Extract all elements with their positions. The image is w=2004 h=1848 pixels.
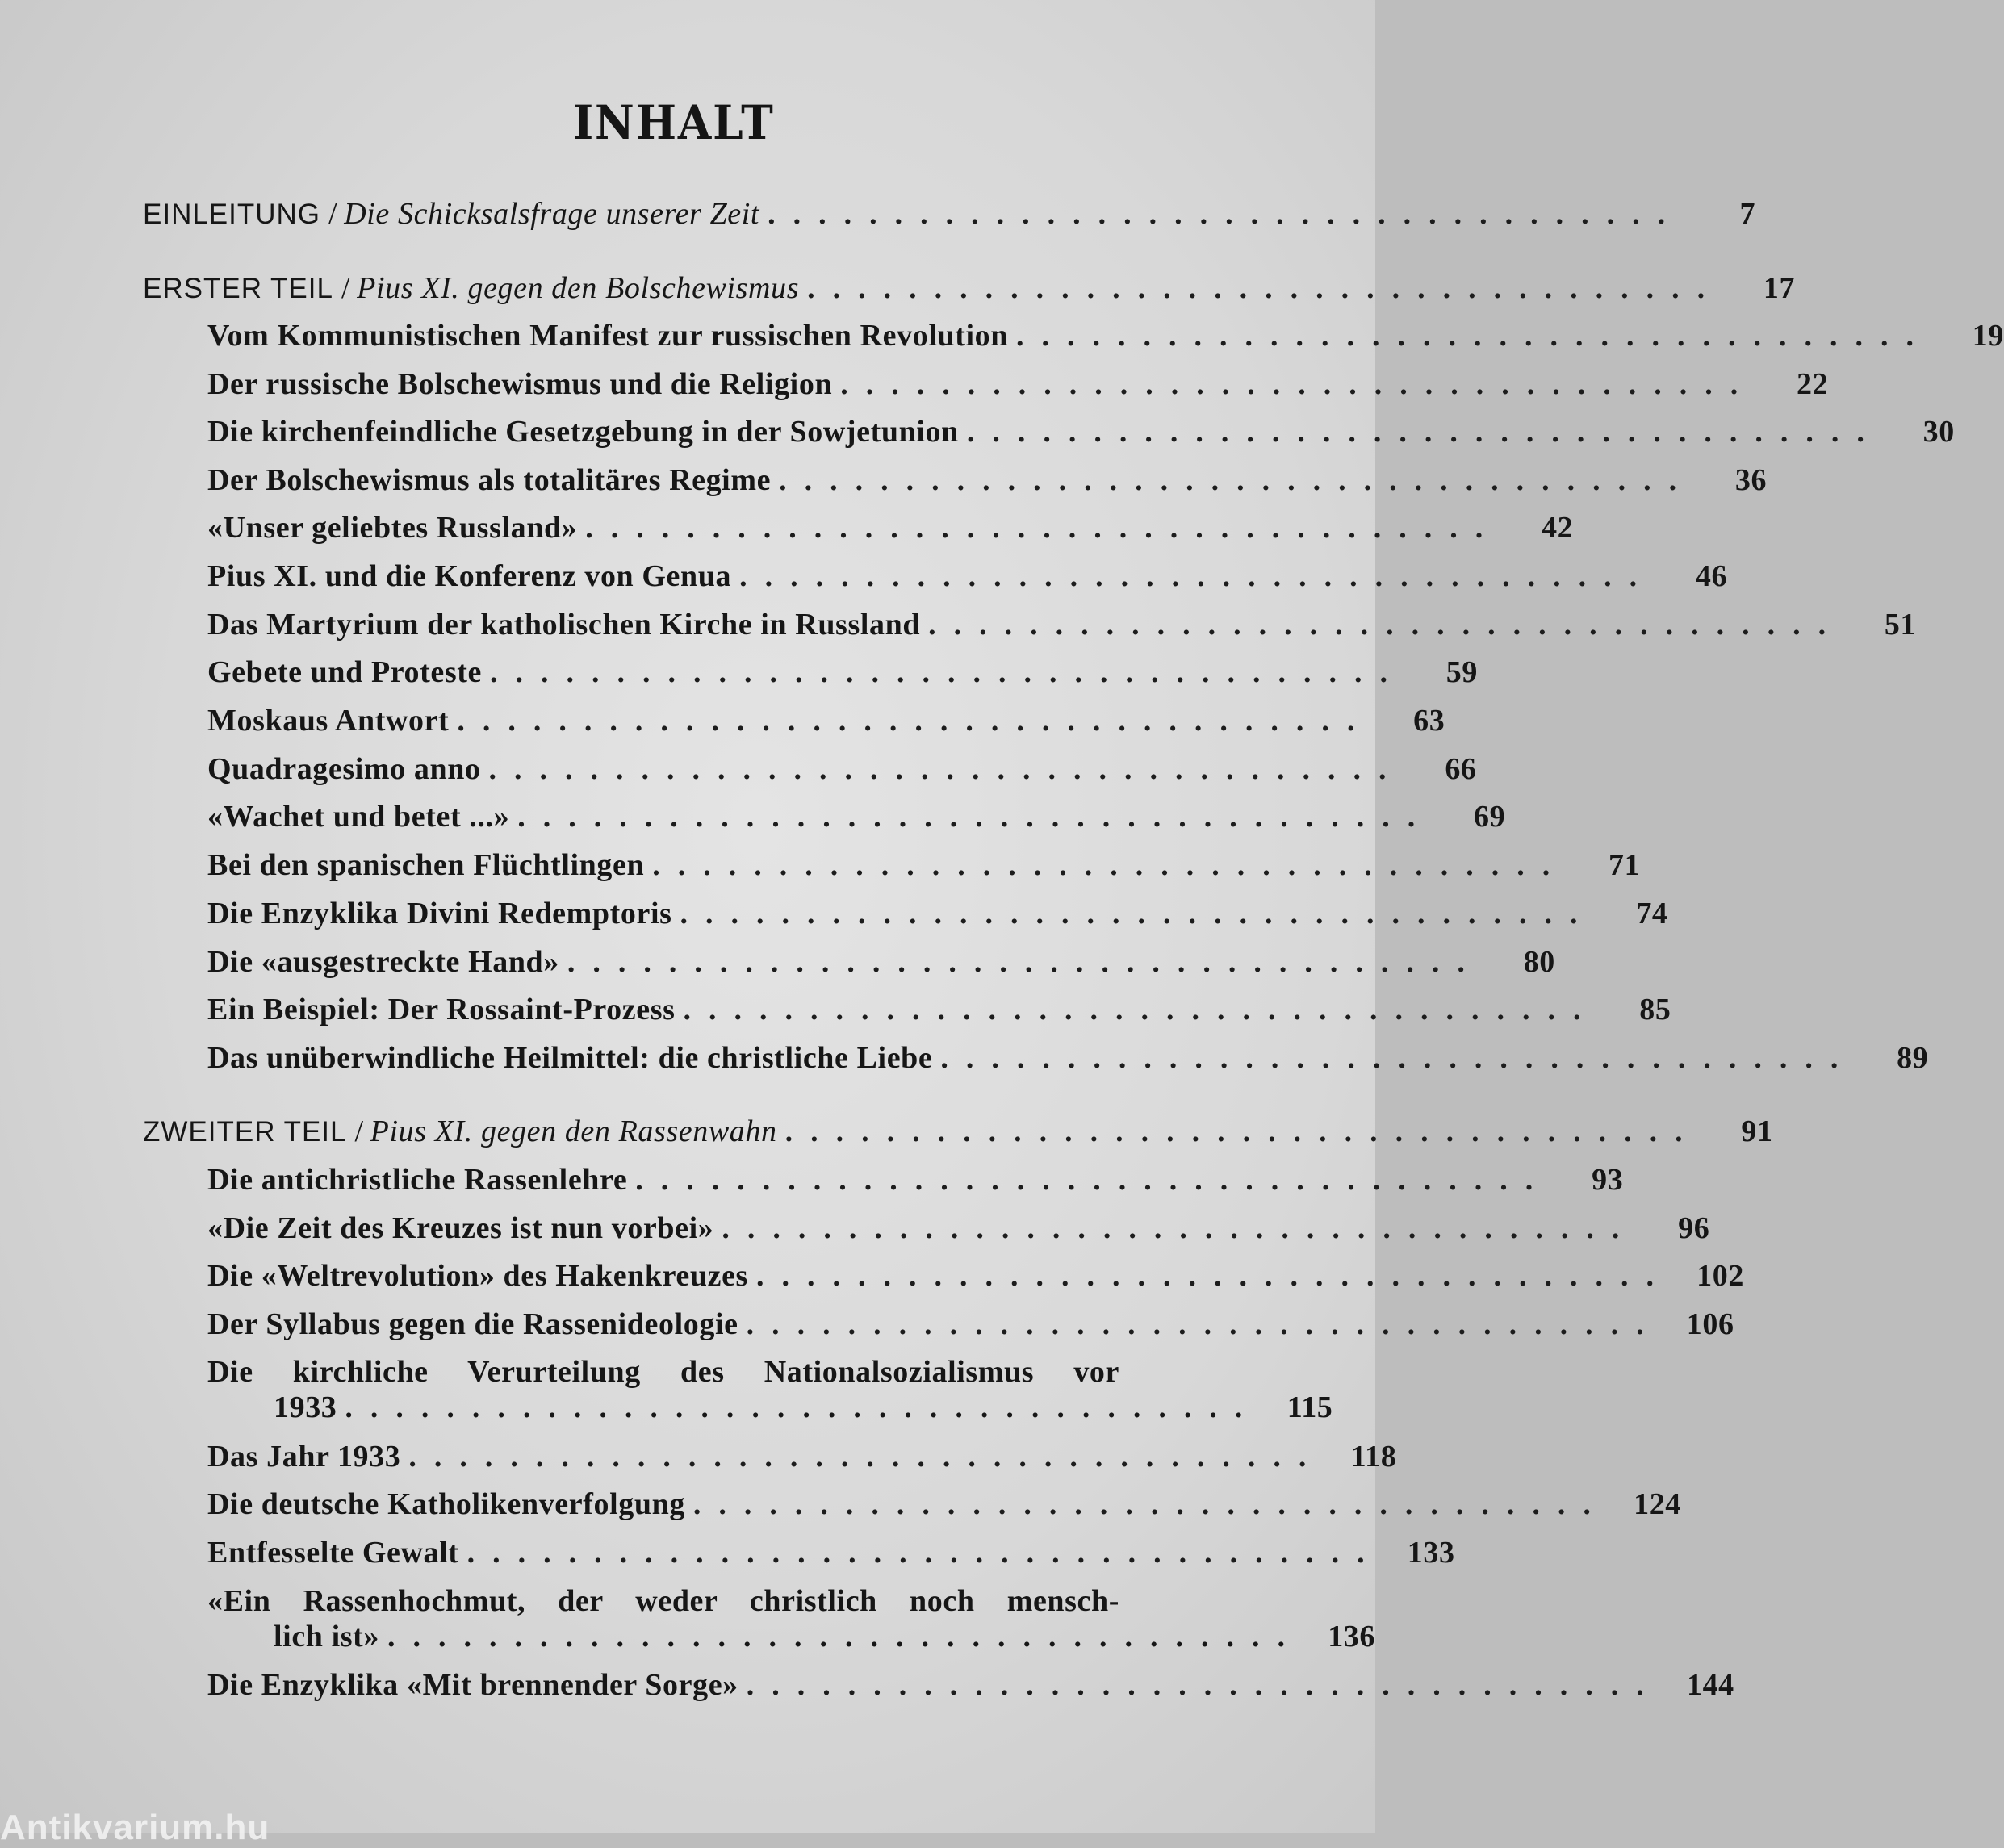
leader-dots: .................................... xyxy=(840,367,1756,401)
toc-entry-page: 46 xyxy=(1695,559,1728,593)
toc-entry-label: Vom Kommunistischen Manifest zur russischen Revolution xyxy=(207,319,1008,353)
toc-entry xyxy=(207,366,1829,402)
toc-entry xyxy=(207,1210,1710,1246)
toc-entry-label: Die «ausgestreckte Hand» xyxy=(207,945,559,979)
leader-dots: .................................... xyxy=(784,1114,1701,1148)
toc-entry xyxy=(207,558,1728,594)
part1-page: 17 xyxy=(1763,271,1796,305)
leader-dots: .................................... xyxy=(768,197,1684,231)
leader-dots: .................................... xyxy=(755,1259,1671,1293)
toc-entry-multiline xyxy=(207,1583,1376,1654)
toc-entry-page: 102 xyxy=(1696,1259,1744,1293)
part1-subtitle: Pius XI. gegen den Bolschewismus xyxy=(357,271,800,305)
toc-entry-page: 89 xyxy=(1897,1041,1929,1075)
toc-entry xyxy=(207,1535,1455,1570)
toc-entry-multiline xyxy=(207,1354,1333,1425)
toc-entry-label: Die kirchenfeindliche Gesetzgebung in der Sowjetunion xyxy=(207,415,959,449)
toc-entry xyxy=(207,944,1555,980)
intro-heading: EINLEITUNG xyxy=(143,199,321,230)
toc-entry-page: 106 xyxy=(1686,1307,1734,1341)
intro-subtitle: Die Schicksalsfrage unserer Zeit xyxy=(344,197,760,231)
toc-entry-page: 66 xyxy=(1445,752,1477,786)
toc-entry-label: Gebete und Proteste xyxy=(207,655,482,689)
intro-separator: / xyxy=(328,197,338,231)
toc-entry-page: 36 xyxy=(1734,463,1768,497)
leader-dots: .................................... xyxy=(408,1440,1324,1474)
toc-entry-label-continued: lich ist» xyxy=(274,1620,380,1654)
page-title: INHALT xyxy=(573,95,775,150)
toc-entry-label: «Ein Rassenhochmut, der weder christlich noch mensch- xyxy=(207,1584,1119,1618)
leader-dots: .................................... xyxy=(466,1536,1383,1570)
toc-entry xyxy=(207,1439,1397,1474)
leader-dots: .................................... xyxy=(966,415,1882,449)
toc-entry xyxy=(207,1162,1624,1198)
toc-entry-page: 124 xyxy=(1634,1487,1681,1521)
toc-entry-label: Die «Weltrevolution» des Hakenkreuzes xyxy=(207,1259,748,1293)
part2-separator: / xyxy=(354,1114,364,1148)
toc-entry-page: 71 xyxy=(1609,848,1641,882)
toc-entry xyxy=(207,414,1955,449)
leader-dots: .................................... xyxy=(489,655,1405,689)
leader-dots: .................................... xyxy=(680,897,1596,930)
leader-dots: .................................... xyxy=(585,511,1501,545)
toc-entry-label: Der russische Bolschewismus und die Religion xyxy=(207,367,833,401)
toc-entry-page: 63 xyxy=(1413,704,1445,738)
leader-dots: .................................... xyxy=(1015,319,1931,353)
toc-entry-label: Das Martyrium der katholischen Kirche in Russland xyxy=(207,608,921,642)
toc-part-1 xyxy=(143,270,1796,306)
part1-separator: / xyxy=(341,271,351,305)
leader-dots: .................................... xyxy=(683,993,1599,1026)
leader-dots: .................................... xyxy=(652,848,1568,882)
toc-entry-page: 51 xyxy=(1884,608,1917,642)
toc-entry xyxy=(207,896,1668,931)
toc-entry-label: Pius XI. und die Konferenz von Genua xyxy=(207,559,732,593)
toc-entry-label: Die kirchliche Verurteilung des Nationalsozialismus vor xyxy=(207,1355,1119,1389)
leader-dots: .................................... xyxy=(488,752,1404,786)
toc-entry-page: 115 xyxy=(1286,1390,1333,1424)
toc-entry-page: 59 xyxy=(1445,655,1478,689)
toc-entry xyxy=(207,654,1478,690)
leader-dots: .................................... xyxy=(457,704,1373,738)
toc-entry-label: «Wachet und betet ...» xyxy=(207,800,510,834)
toc-part-2 xyxy=(143,1114,1773,1149)
leader-dots: .................................... xyxy=(779,463,1695,497)
toc-entry xyxy=(207,751,1477,787)
toc-entry-page: 30 xyxy=(1922,415,1955,449)
toc-entry-page: 96 xyxy=(1678,1211,1710,1245)
toc-entry xyxy=(207,607,1917,642)
toc-entry xyxy=(207,1307,1734,1342)
leader-dots: .................................... xyxy=(940,1041,1856,1075)
watermark: Antikvarium.hu xyxy=(0,1808,270,1847)
leader-dots: .................................... xyxy=(692,1487,1609,1521)
toc-entry xyxy=(207,992,1671,1027)
toc-entry-label: Entfesselte Gewalt xyxy=(207,1536,459,1570)
toc-entry xyxy=(207,1258,1744,1294)
toc-entry-page: 69 xyxy=(1474,800,1506,834)
toc-entry-label: Bei den spanischen Flüchtlingen xyxy=(207,848,645,882)
toc-entry-label: Moskaus Antwort xyxy=(207,704,450,738)
toc-entry xyxy=(207,318,2004,353)
toc-entry-label: Der Syllabus gegen die Rassenideologie xyxy=(207,1307,738,1341)
toc-entry-label: Quadragesimo anno xyxy=(207,752,481,786)
leader-dots: .................................... xyxy=(722,1211,1638,1245)
toc-entry-page: 22 xyxy=(1796,367,1829,401)
intro-page: 7 xyxy=(1739,197,1756,231)
toc-entry xyxy=(207,799,1506,834)
toc-entry-label: Das unüberwindliche Heilmittel: die christliche Liebe xyxy=(207,1041,933,1075)
toc-entry-label: Die Enzyklika Divini Redemptoris xyxy=(207,897,672,930)
toc-entry-page: 136 xyxy=(1328,1620,1376,1654)
toc-entry-page: 85 xyxy=(1639,993,1671,1026)
toc-entry xyxy=(207,1040,1929,1076)
toc-entry-page: 144 xyxy=(1686,1668,1734,1702)
toc-entry-label: Ein Beispiel: Der Rossaint-Prozess xyxy=(207,993,676,1026)
toc-entry-page: 93 xyxy=(1592,1163,1624,1197)
toc-entry-page: 42 xyxy=(1542,511,1574,545)
part2-subtitle: Pius XI. gegen den Rassenwahn xyxy=(370,1114,777,1148)
leader-dots: .................................... xyxy=(746,1668,1662,1702)
toc-entry-label: Die deutsche Katholikenverfolgung xyxy=(207,1487,685,1521)
leader-dots: .................................... xyxy=(928,608,1844,642)
toc-entry-page: 80 xyxy=(1523,945,1555,979)
toc-entry-page: 118 xyxy=(1350,1440,1397,1474)
toc-entry-page: 133 xyxy=(1407,1536,1455,1570)
toc-entry-label: «Unser geliebtes Russland» xyxy=(207,511,578,545)
leader-dots: .................................... xyxy=(807,271,1723,305)
toc-entry-label-continued: 1933 xyxy=(274,1390,337,1424)
leader-dots: .................................... xyxy=(567,945,1483,979)
leader-dots: .................................... xyxy=(517,800,1433,834)
toc-entry-label: Der Bolschewismus als totalitäres Regime xyxy=(207,463,772,497)
toc-entry xyxy=(207,1667,1734,1703)
toc-entry xyxy=(207,703,1445,738)
toc-entry-label: Das Jahr 1933 xyxy=(207,1440,401,1474)
toc-entry-label: Die Enzyklika «Mit brennender Sorge» xyxy=(207,1668,738,1702)
leader-dots: .................................... xyxy=(345,1390,1261,1424)
toc-entry xyxy=(207,1486,1681,1522)
toc-entry-page: 74 xyxy=(1636,897,1668,930)
toc-entry-page: 19 xyxy=(1972,319,2004,353)
part1-heading: ERSTER TEIL xyxy=(143,273,333,304)
toc-entry-label: Die antichristliche Rassenlehre xyxy=(207,1163,628,1197)
toc-intro xyxy=(143,196,1756,232)
part2-heading: ZWEITER TEIL xyxy=(143,1116,347,1148)
toc-entry xyxy=(207,462,1768,498)
leader-dots: .................................... xyxy=(739,559,1655,593)
part2-page: 91 xyxy=(1741,1114,1773,1148)
leader-dots: .................................... xyxy=(746,1307,1662,1341)
toc-entry xyxy=(207,847,1641,883)
leader-dots: .................................... xyxy=(635,1163,1551,1197)
leader-dots: .................................... xyxy=(387,1620,1303,1654)
toc-entry xyxy=(207,510,1574,546)
toc-entry-label: «Die Zeit des Kreuzes ist nun vorbei» xyxy=(207,1211,714,1245)
